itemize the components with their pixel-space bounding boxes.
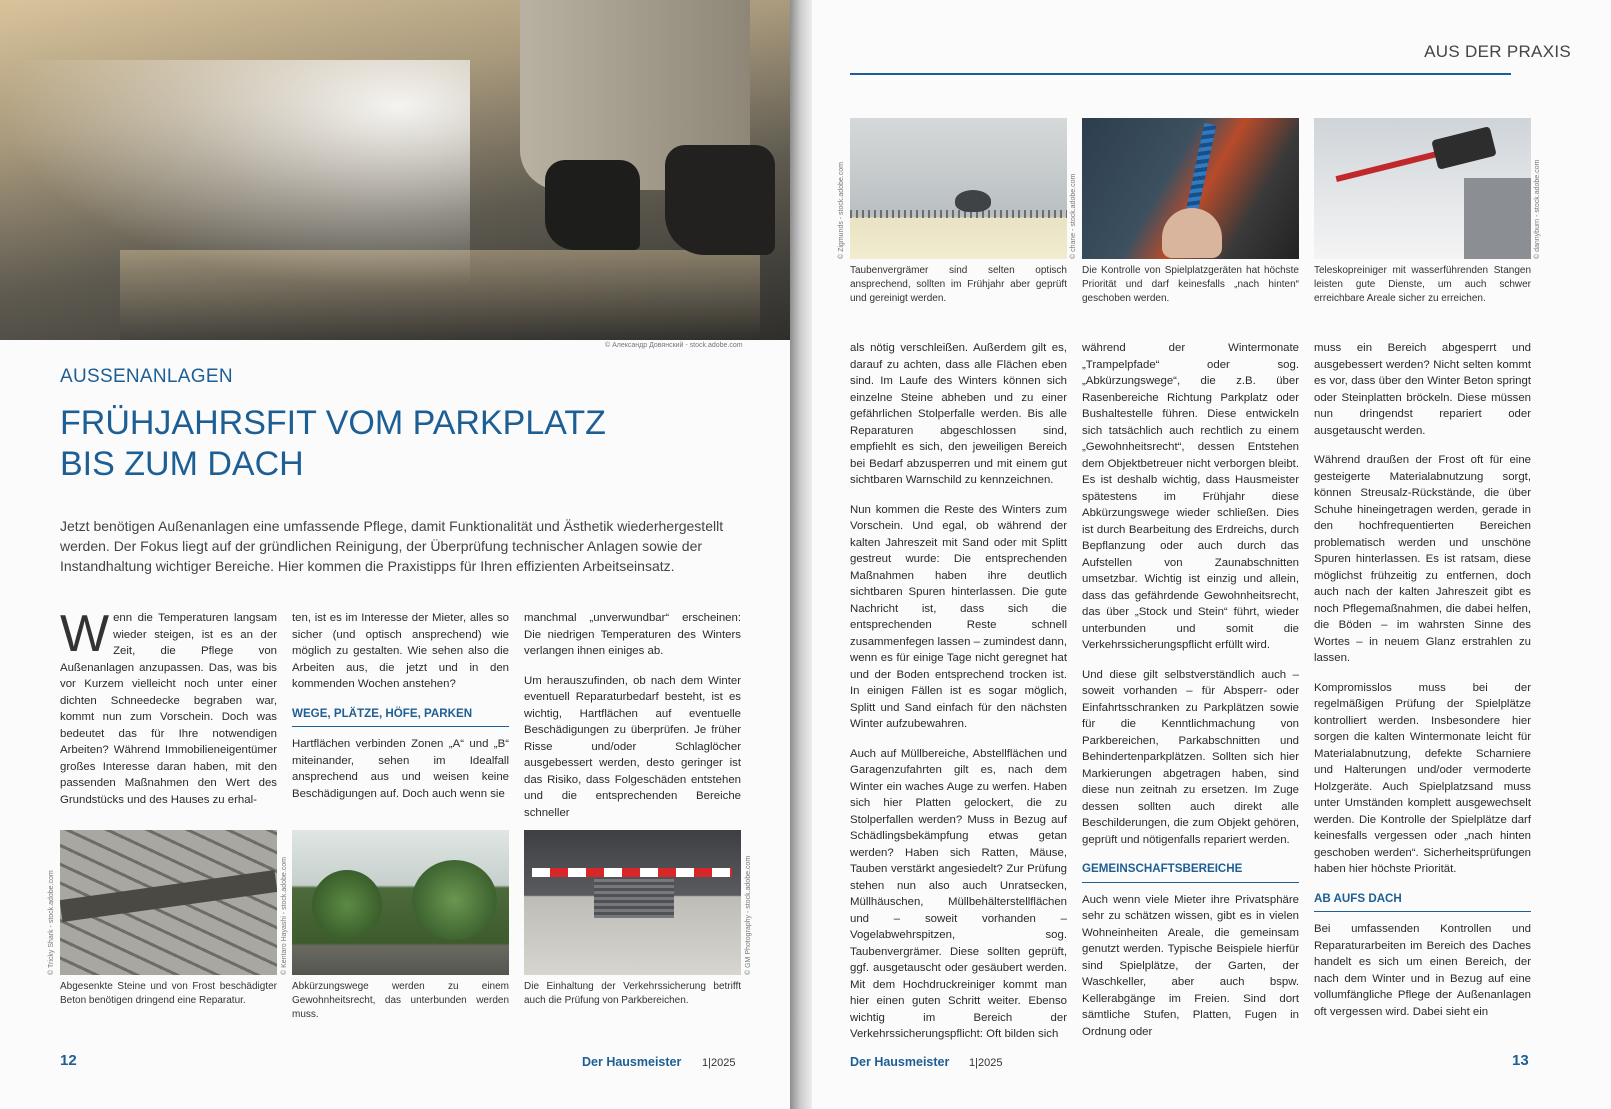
rphoto1-credit: © Zigmunds - stock.adobe.com <box>838 162 845 259</box>
rcol1-paragraph-3: Auch auf Müllbereiche, Abstellflächen und Garagenzufahrten gilt es, nach dem Winter ein waches Auge zu werfen. Haben sich hier Platten gelockert, die zu Stolperfallen werden? Muss in Bezug auf Schädlingsbekämpfung etwas getan werden? Haben sich Ratten, Mäuse, Tauben verstärkt angesiedelt? Zur Prüfung stehen nun also auch Unratsecken, Müllhäuschen, Müllbehälterstellflächen und – soweit vorhanden – Vogelabwehrspitzen, sog. Taubenvergrämer. Diese sollten geprüft, ggf. ausgetauscht oder gesäubert werden. Mit dem Hochdruckreiniger kommt man hier einen guten Schritt weiter. Ebenso wichtig im Bereich der Verkehrssicherungspflicht: Oft bilden sich <box>850 747 1067 1040</box>
rcol2-paragraph-3: Auch wenn viele Mieter ihre Privatsphäre sehr zu schätzen wissen, gibt es in vielen Wohneinheiten Areale, die gemeinsam genutzt werden. Typische Beispiele hierfür sind Spielplätze, der Garten, der Waschkeller, aber auch bspw. Kellerabgänge im Freien. Sind dort sämtliche Stufen, Platten, Fugen in Ordnung oder <box>1082 893 1299 1038</box>
wet-pavement <box>120 250 760 340</box>
rcol3-paragraph-3: Kompromisslos muss bei der regelmäßigen Prüfung der Spielplätze kontrolliert werden. Insbesondere hier sorgen die kalten Wintermonate leicht für Materialabnutzung, defekte Scharniere und Halterungen und/oder vermoderte Holzgeräte. Auch Spielplatzsand muss unter Umständen komplett ausgewechselt werden. Die Kontrolle der Spielplätze darf keinesfalls vergessen oder „nach hinten geschoben werden“. Sicherheitsprüfungen haben hier höchste Priorität. <box>1314 681 1531 875</box>
photo2-credit: © Kentaro Hayashi - stock.adobe.com <box>281 857 288 975</box>
photo-playground-rope <box>1082 118 1299 259</box>
rphoto2-caption: Die Kontrolle von Spielplatzgeräten hat höchste Priorität und darf keinesfalls „nach hinten“ geschoben werden. <box>1082 265 1299 304</box>
col3-paragraph-1: manchmal „unverwundbar“ erscheinen: Die niedrigen Temperaturen des Winters verlangen ihnen einiges ab. <box>524 612 741 657</box>
photo3-credit: © GM Photography - stock.adobe.com <box>745 855 752 975</box>
rcol3-paragraph-2: Während draußen der Frost oft für eine gesteigerte Materialabnutzung sorgt, können Streusalz-Rückstände, die über Schuhe hineingetragen werden, gerade in den hochfrequentierten Bereichen problematisch werden und unschöne Spuren hinterlassen. Es ist ratsam, diese möglichst frühzeitig zu entfernen, doch auch nach der kalten Jahreszeit gibt es noch Pflegemaßnahmen, die dabei helfen, die Böden – im wahrsten Sinne des Wortes – in neuem Glanz erstrahlen zu lassen. <box>1314 454 1531 664</box>
spine-gutter <box>790 0 812 1109</box>
photo2-caption: Abkürzungswege werden zu einem Gewohnheitsrecht, das unterbunden werden muss. <box>292 981 509 1020</box>
kicker: AUSSENANLAGEN <box>60 366 233 387</box>
subhead-wege: WEGE, PLÄTZE, HÖFE, PARKEN <box>292 706 509 728</box>
photo1-credit: © Tricky Shark - stock.adobe.com <box>48 870 55 975</box>
boot-right <box>665 145 775 255</box>
rphoto3-caption: Teleskopreiniger mit wasserführenden Stangen leisten gute Dienste, um auch schwer erreichbare Areale sicher zu erreichen. <box>1314 265 1531 304</box>
magazine-name-left: Der Hausmeister <box>582 1055 682 1069</box>
boot-left <box>545 160 640 250</box>
issue-left: 1|2025 <box>702 1057 736 1069</box>
barrier-arm <box>532 868 732 877</box>
pigeon <box>955 190 991 212</box>
photo1-caption: Abgesenkte Steine und von Frost beschädigter Beton benötigen dringend eine Reparatur. <box>60 981 277 1006</box>
shrub-left <box>312 870 382 940</box>
header-rule <box>850 73 1511 75</box>
cleaner-brush <box>1431 126 1496 170</box>
col2-paragraph-2: Hartflächen verbinden Zonen „A“ und „B“ miteinander, sehen im Idealfall ansprechend aus und weisen keine Beschädigungen auf. Doch auch wenn sie <box>292 738 509 800</box>
rcol2-paragraph-1: während der Wintermonate „Trampelpfade“ oder sog. „Abkürzungswege“, die z.B. über Rasenbereiche Richtung Parkplatz oder Bushaltestelle führen. Diese entwickeln sich tatsächlich auch rechtlich zu einem „Gewohnheitsrecht“, dessen Entstehen dem Objektbetreuer nicht verborgen bleibt. Es ist deshalb wichtig, dass Hausmeister spätestens im Frühjahr diese Abkürzungswege wieder schließen. Dies ist durch Bearbeitung des Erdreichs, durch Bepflanzung oder auch durch das Aufstellen von Zaunabschnitten umsetzbar. Wichtig ist einzig und allein, dass das gefährdende Gewohnheitsrecht, das über „Stock und Stein“ führt, wieder unterbunden und somit die Verkehrssicherungspflicht erfüllt wird. <box>1082 342 1299 651</box>
col1-text: enn die Temperaturen langsam wieder steigen, ist es an der Zeit, die Pflege von Außenanlagen anzupassen. Das, was bis vor Kurzem vielleicht noch unter einer dichten Schneedecke begraben war, kommt nun zum Vorschein. Doch was bedeutet das für Ihre notwendigen Arbeiten? Während Immobilieneigentümer großes Interesse daran haben, mit den passenden Maßnahmen den Wert des Grundstücks und des Hauses zu erhal- <box>60 612 277 806</box>
drop-cap: W <box>60 605 110 663</box>
house-facade <box>1464 178 1531 259</box>
photo-pigeon-spikes <box>850 118 1067 259</box>
photo-telescope-cleaner <box>1314 118 1531 259</box>
photo-damaged-pavement <box>60 830 277 975</box>
page-number-right: 13 <box>1512 1052 1529 1069</box>
left-page <box>0 0 790 1109</box>
photo-parking-barrier <box>524 830 741 975</box>
hero-photo-pressure-washer <box>0 0 790 340</box>
photo3-caption: Die Einhaltung der Verkehrssicherung betrifft auch die Prüfung von Parkbereichen. <box>524 981 741 1006</box>
headline-line-2: BIS ZUM DACH <box>60 445 304 483</box>
subhead-dach: AB AUFS DACH <box>1314 891 1531 913</box>
page-number-left: 12 <box>60 1052 77 1069</box>
rcol2-paragraph-2: Und diese gilt selbstverständlich auch – soweit vorhanden – für Absperr- oder Einfahrtsschranken zu Parkplätzen sowie für die Kenntlichmachung von Parkbereichen, Parkabschnitten und Behindertenparkplätzen. Sollten sich hier Markierungen abgetragen haben, sind diese nun zeitnah zu ersetzen. Im Zuge dessen sollten auch direkt alle Beschilderungen, die zum Objekt gehören, geprüft und nötigenfalls repariert werden. <box>1082 668 1299 846</box>
rphoto3-credit: © dannyburn - stock.adobe.com <box>1534 159 1541 259</box>
rcol1-paragraph-1: als nötig verschleißen. Außerdem gilt es, darauf zu achten, dass alle Flächen eben sind. Im Laufe des Winters können sich einzelne Steine abheben und zu einer gefährlichen Stolperfalle werden. Bis alle Reparaturen abgeschlossen sind, empfiehlt es sich, den jeweiligen Bereich bei Bedarf abzusperren und mit einem gut sichtbaren Warnschild zu kennzeichnen. <box>850 342 1067 486</box>
col2-paragraph-1: ten, ist es im Interesse der Mieter, alles so sicher (und optisch ansprechend) wie möglich zu gestalten. Wie sehen also die Arbeiten aus, die jetzt und in den kommenden Wochen anstehen? <box>292 612 509 690</box>
right-column-2 <box>1082 340 1299 1053</box>
left-column-3 <box>524 610 741 834</box>
pavement-crack <box>60 870 277 922</box>
issue-right: 1|2025 <box>969 1057 1003 1069</box>
photo-shortcut-path <box>292 830 509 975</box>
left-column-2 <box>292 610 509 815</box>
col3-paragraph-2: Um herauszufinden, ob nach dem Winter eventuell Reparaturbedarf besteht, ist es wichtig, Hartflächen auf eventuelle Beschädigungen zu überprüfen. Je früher Risse und/oder Schlaglöcher ausgebessert werden, desto geringer ist das Risiko, dass Folgeschäden entstehen und die entsprechenden Bereiche schneller <box>524 674 741 819</box>
subhead-gemeinschaft: GEMEINSCHAFTSBEREICHE <box>1082 861 1299 883</box>
left-column-1 <box>60 605 277 808</box>
lead-paragraph: Jetzt benötigen Außenanlagen eine umfassende Pflege, damit Funktionalität und Ästhetik wiederhergestellt werden. Der Fokus liegt auf der gründlichen Reinigung, der Überprüfung technischer Anlagen sowie der Instandhaltung wichtiger Bereiche. Hier kommen die Praxistipps für Ihren effizienten Arbeitseinsatz. <box>60 518 724 574</box>
right-column-3 <box>1314 340 1531 1033</box>
magazine-name-right: Der Hausmeister <box>850 1055 950 1069</box>
right-column-1 <box>850 340 1067 1056</box>
headline-line-1: FRÜHJAHRSFIT VOM PARKPLATZ <box>60 404 606 442</box>
hero-credit: © Александр Довянский - stock.adobe.com <box>605 342 743 349</box>
section-label: AUS DER PRAXIS <box>1424 42 1571 61</box>
rcol1-paragraph-2: Nun kommen die Reste des Winters zum Vorschein. Und egal, ob während der kalten Jahreszeit mit Sand oder mit Splitt gestreut wurde: Die entsprechenden Maßnahmen haben ihre deutlich sichtbaren Spuren hinterlassen. Die gute Nachricht ist, dass sich die entsprechenden Reste schnell zusammenfegen lassen – zumindest dann, wenn es für einige Tage nicht geregnet hat und der Boden entsprechend trocken ist. In einigen Fällen ist es sogar möglich, Splitt und Sand einfach für den nächsten Winter aufzubewahren. <box>850 503 1067 730</box>
right-page <box>812 0 1611 1109</box>
spikes <box>850 210 1067 218</box>
rcol3-paragraph-1: muss ein Bereich abgesperrt und ausgebessert werden? Nicht selten kommt es vor, dass über den Winter Beton springt oder Steinplatten bröckeln. Diese müssen nun dringendst repariert oder ausgetauscht werden. <box>1314 342 1531 437</box>
garage-gate <box>594 878 674 918</box>
rphoto2-credit: © chane - stock.adobe.com <box>1070 173 1077 259</box>
shrub-right <box>412 860 497 940</box>
headline <box>60 403 740 485</box>
hand <box>1162 208 1222 258</box>
rcol3-paragraph-4: Bei umfassenden Kontrollen und Reparaturarbeiten im Bereich des Daches handelt es sich um einen Bereich, der nach dem Winter und in Bezug auf eine vollumfängliche Pflege der Außenanlagen oft vergessen wird. Dabei sieht ein <box>1314 923 1531 1018</box>
rphoto1-caption: Taubenvergrämer sind selten optisch ansprechend, sollten im Frühjahr aber geprüft und gereinigt werden. <box>850 265 1067 304</box>
